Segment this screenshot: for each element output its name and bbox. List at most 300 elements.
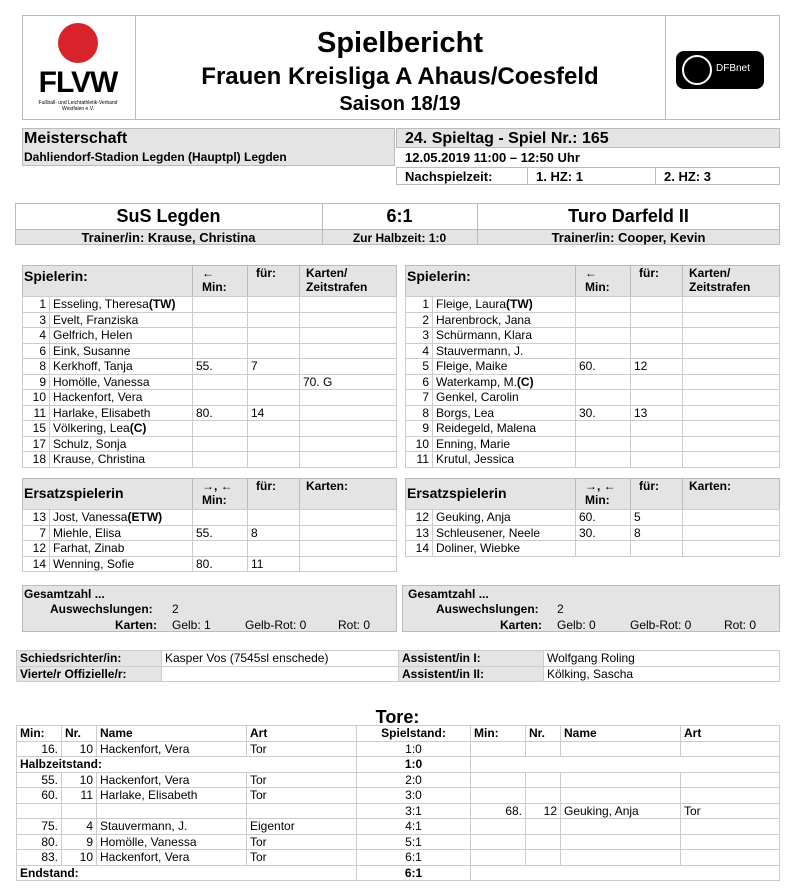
sub-minute: 60. [576, 510, 631, 526]
halftime-score: Zur Halbzeit: 1:0 [352, 231, 447, 245]
competition: Meisterschaft [24, 130, 128, 147]
player-name-text: Fleige, Laura [436, 297, 507, 312]
cards-header: Karten: [689, 479, 732, 493]
sub-minute [193, 343, 248, 359]
goal-score: 1:0 [357, 741, 471, 757]
goal-type: Tor [247, 834, 357, 850]
player-row [23, 374, 397, 390]
sub-for [631, 312, 683, 328]
goal-minute: 75. [17, 819, 62, 835]
divider [247, 265, 248, 297]
player-name [433, 374, 576, 390]
sub-for [248, 374, 300, 390]
home-team: SuS Legden [116, 206, 221, 226]
penalties-header: Zeitstrafen [689, 280, 751, 294]
card [683, 328, 780, 344]
player-row [406, 405, 780, 421]
cards-header: Karten: [306, 479, 349, 493]
sub-for: 12 [631, 359, 683, 375]
player-name [50, 541, 193, 557]
goal-art-header: Art [247, 726, 357, 742]
goal-name-header: Name [561, 726, 681, 742]
player-name [50, 525, 193, 541]
home-yellow: Gelb: 1 [172, 618, 211, 632]
home-red: Rot: 0 [338, 618, 371, 632]
score-value: 1:0 [357, 757, 471, 773]
player-name-text: Schürmann, Klara [436, 328, 533, 343]
player-number: 14 [23, 556, 50, 572]
player-number: 4 [406, 343, 433, 359]
card [300, 541, 397, 557]
cards-header: Karten/ [306, 266, 348, 280]
player-name-text: Krause, Christina [53, 452, 146, 467]
player-role: (TW) [148, 297, 176, 312]
player-number: 10 [406, 436, 433, 452]
home-coach: Trainer/in: Krause, Christina [81, 230, 256, 245]
card [683, 390, 780, 406]
min-header: Min: [202, 280, 227, 294]
goal-score: 5:1 [357, 834, 471, 850]
card [300, 312, 397, 328]
score-header: Spielstand: [357, 726, 471, 742]
player-number: 1 [23, 297, 50, 313]
player-name-text: Schleusener, Neele [436, 525, 541, 540]
score-value: 6:1 [357, 865, 471, 881]
card [300, 390, 397, 406]
away-red: Rot: 0 [724, 618, 757, 632]
divider [630, 478, 631, 510]
player-row [406, 359, 780, 375]
sub-minute [193, 374, 248, 390]
player-name [50, 421, 193, 437]
player-row [406, 525, 780, 541]
fourth-official-label: Vierte/r Offizielle/r: [17, 666, 162, 682]
player-row [23, 556, 397, 572]
player-name-text: Reidegeld, Malena [436, 421, 537, 436]
card: 70. G [300, 374, 397, 390]
player-name [433, 510, 576, 526]
away-coach: Trainer/in: Cooper, Kevin [551, 230, 706, 245]
player-name [433, 312, 576, 328]
player-row [406, 343, 780, 359]
card [300, 510, 397, 526]
player-name-text: Krutul, Jessica [436, 452, 515, 467]
player-number: 14 [406, 541, 433, 557]
arrows-icon: →, ← [585, 479, 616, 493]
player-row [23, 525, 397, 541]
player-number: 3 [23, 312, 50, 328]
player-table [405, 509, 780, 557]
player-number: 13 [406, 525, 433, 541]
goal-minute: 55. [17, 772, 62, 788]
goal-nr-header: Nr. [526, 726, 561, 742]
sub-for [248, 452, 300, 468]
player-number: 17 [23, 436, 50, 452]
score-label: Halbzeitstand: [17, 757, 357, 773]
sub-for: 13 [631, 405, 683, 421]
dfbnet-logo [676, 51, 764, 89]
sub-minute: 80. [193, 405, 248, 421]
card [683, 525, 780, 541]
player-name-text: Harenbrock, Jana [436, 312, 531, 327]
goal-type: Tor [247, 772, 357, 788]
goals-title: Tore: [375, 707, 420, 727]
player-row [23, 421, 397, 437]
sub-minute [576, 343, 631, 359]
sub-for [248, 328, 300, 344]
player-row [23, 452, 397, 468]
player-name-text: Völkering, Lea [53, 421, 130, 436]
dfb-emblem-icon [682, 55, 712, 85]
sub-minute [193, 510, 248, 526]
goal-row [17, 819, 780, 835]
sub-for [248, 510, 300, 526]
player-row [23, 541, 397, 557]
player-name-text: Stauvermann, J. [436, 343, 524, 358]
sub-for [248, 541, 300, 557]
player-row [406, 436, 780, 452]
goal-row [17, 741, 780, 757]
player-table [405, 296, 780, 468]
player-number: 11 [23, 405, 50, 421]
goal-minute: 60. [17, 788, 62, 804]
player-name-text: Harlake, Elisabeth [53, 405, 151, 420]
card [300, 343, 397, 359]
player-row [23, 510, 397, 526]
divider [192, 478, 193, 510]
goal-row [17, 772, 780, 788]
card [683, 405, 780, 421]
goal-name-header: Name [97, 726, 247, 742]
sub-minute [576, 452, 631, 468]
sub-for [248, 312, 300, 328]
player-number: 6 [406, 374, 433, 390]
logo-subtext: Fußball- und Leichtathletik-Verband Westfalen e.V. [38, 100, 118, 112]
player-name [433, 405, 576, 421]
player-row [406, 312, 780, 328]
goal-score: 3:1 [357, 803, 471, 819]
goal-scorer: Harlake, Elisabeth [97, 788, 247, 804]
sub-for: 8 [248, 525, 300, 541]
player-name [50, 390, 193, 406]
away-cards-label: Karten: [500, 618, 543, 632]
goal-score: 6:1 [357, 850, 471, 866]
arrow-icon: ← [202, 266, 214, 280]
goal-type: Eigentor [247, 819, 357, 835]
card [683, 359, 780, 375]
player-role: (TW) [506, 297, 533, 312]
player-number: 8 [406, 405, 433, 421]
player-row [406, 390, 780, 406]
sub-minute [576, 541, 631, 557]
card [683, 436, 780, 452]
goal-row [17, 850, 780, 866]
player-name-text: Wenning, Sofie [53, 556, 135, 571]
sub-for: 7 [248, 359, 300, 375]
flvw-logo [28, 20, 128, 116]
player-name [50, 452, 193, 468]
player-number: 13 [23, 510, 50, 526]
player-row [23, 312, 397, 328]
second-half-extra: 2. HZ: 3 [664, 169, 711, 184]
final-score: 6:1 [386, 206, 413, 226]
final-row [17, 865, 780, 881]
fourth-official-name [162, 666, 399, 682]
assistant2-name: Kölking, Sascha [544, 666, 780, 682]
player-name [50, 359, 193, 375]
player-name [50, 312, 193, 328]
player-row [406, 374, 780, 390]
sub-for [631, 436, 683, 452]
away-yellow-red: Gelb-Rot: 0 [630, 618, 692, 632]
player-row [406, 421, 780, 437]
referee-name: Kasper Vos (7545sl enschede) [162, 651, 399, 667]
player-row [23, 328, 397, 344]
player-name [50, 297, 193, 313]
card [683, 374, 780, 390]
player-name [433, 452, 576, 468]
home-subs-title: Ersatzspielerin [24, 485, 124, 501]
sub-minute: 30. [576, 405, 631, 421]
player-number: 10 [23, 390, 50, 406]
divider [682, 265, 683, 297]
player-name [50, 510, 193, 526]
player-number: 12 [406, 510, 433, 526]
sub-for [631, 390, 683, 406]
goal-number: 11 [62, 788, 97, 804]
sub-minute [193, 436, 248, 452]
player-number: 8 [23, 359, 50, 375]
sub-minute [576, 312, 631, 328]
player-name-text: Miehle, Elisa [53, 525, 122, 540]
sub-for [248, 343, 300, 359]
player-row [23, 436, 397, 452]
home-subs-count: 2 [172, 602, 179, 616]
player-name-text: Hackenfort, Vera [53, 390, 143, 405]
referee-label: Schiedsrichter/in: [17, 651, 162, 667]
away-subs-label: Auswechslungen: [436, 602, 539, 616]
page-title: Spielbericht [317, 27, 483, 59]
player-number: 7 [23, 525, 50, 541]
player-name-text: Homölle, Vanessa [53, 374, 150, 389]
player-name [433, 297, 576, 313]
sub-for [631, 421, 683, 437]
sub-for [631, 541, 683, 557]
player-name-text: Schulz, Sonja [53, 436, 127, 451]
card [300, 525, 397, 541]
sub-for [248, 390, 300, 406]
for-header: für: [256, 266, 276, 280]
card [300, 405, 397, 421]
card [683, 343, 780, 359]
player-row [406, 328, 780, 344]
player-name [50, 328, 193, 344]
sub-minute [576, 436, 631, 452]
home-subs-label: Auswechslungen: [50, 602, 153, 616]
sub-minute [576, 297, 631, 313]
home-yellow-red: Gelb-Rot: 0 [245, 618, 307, 632]
player-name [433, 343, 576, 359]
player-row [23, 359, 397, 375]
goal-minute: 68. [471, 803, 526, 819]
divider [527, 167, 528, 185]
player-row [406, 510, 780, 526]
player-name [433, 359, 576, 375]
card [300, 328, 397, 344]
sub-minute [576, 328, 631, 344]
goal-number: 10 [62, 850, 97, 866]
player-name-text: Doliner, Wiebke [436, 541, 521, 556]
player-number: 11 [406, 452, 433, 468]
away-yellow: Gelb: 0 [557, 618, 596, 632]
divider [682, 478, 683, 510]
player-name [433, 436, 576, 452]
home-totals-label: Gesamtzahl ... [24, 587, 105, 601]
player-row [23, 405, 397, 421]
player-name-text: Waterkamp, M. [436, 374, 517, 389]
away-subs-title: Ersatzspielerin [407, 485, 507, 501]
goal-score: 3:0 [357, 788, 471, 804]
sub-for: 8 [631, 525, 683, 541]
player-number: 18 [23, 452, 50, 468]
player-row [406, 452, 780, 468]
assistant1-label: Assistent/in I: [399, 651, 544, 667]
sub-minute [576, 421, 631, 437]
player-name-text: Gelfrich, Helen [53, 328, 133, 343]
player-name-text: Genkel, Carolin [436, 390, 519, 405]
sub-minute [193, 312, 248, 328]
player-row [23, 390, 397, 406]
player-number: 3 [406, 328, 433, 344]
goal-number: 12 [526, 803, 561, 819]
sub-for [248, 421, 300, 437]
goal-number: 10 [62, 772, 97, 788]
goal-row [17, 788, 780, 804]
for-header: für: [256, 479, 276, 493]
goal-min-header: Min: [17, 726, 62, 742]
sub-minute: 55. [193, 359, 248, 375]
sub-for [631, 374, 683, 390]
player-name [433, 541, 576, 557]
sub-for [631, 452, 683, 468]
goal-scorer: Geuking, Anja [561, 803, 681, 819]
min-header: Min: [585, 493, 610, 507]
home-lineup-title: Spielerin: [24, 268, 88, 284]
player-name-text: Eink, Susanne [53, 343, 131, 358]
goal-art-header: Art [681, 726, 780, 742]
for-header: für: [639, 479, 659, 493]
sub-minute: 80. [193, 556, 248, 572]
goal-row [17, 834, 780, 850]
card [683, 421, 780, 437]
goal-type: Tor [681, 803, 780, 819]
player-name-text: Jost, Vanessa [53, 510, 128, 525]
goal-min-header: Min: [471, 726, 526, 742]
player-name [433, 525, 576, 541]
goal-scorer: Hackenfort, Vera [97, 772, 247, 788]
card [683, 312, 780, 328]
sub-for: 5 [631, 510, 683, 526]
player-name [50, 556, 193, 572]
min-header: Min: [585, 280, 610, 294]
penalties-header: Zeitstrafen [306, 280, 368, 294]
card [300, 452, 397, 468]
sub-minute [193, 452, 248, 468]
sub-minute: 60. [576, 359, 631, 375]
divider [247, 478, 248, 510]
goal-nr-header: Nr. [62, 726, 97, 742]
player-row [23, 297, 397, 313]
goals-table [16, 725, 780, 881]
card [300, 436, 397, 452]
player-number: 4 [23, 328, 50, 344]
dfbnet-text: DFBnet [716, 63, 750, 74]
goal-number: 9 [62, 834, 97, 850]
player-name [50, 343, 193, 359]
card [683, 541, 780, 557]
goal-type: Tor [247, 741, 357, 757]
player-number: 5 [406, 359, 433, 375]
sub-for: 14 [248, 405, 300, 421]
player-number: 12 [23, 541, 50, 557]
away-totals-label: Gesamtzahl ... [408, 587, 489, 601]
player-role: (ETW) [127, 510, 163, 525]
card [300, 359, 397, 375]
goal-type: Tor [247, 850, 357, 866]
player-row [406, 297, 780, 313]
player-number: 15 [23, 421, 50, 437]
player-row [23, 343, 397, 359]
player-number: 9 [406, 421, 433, 437]
assistant1-name: Wolfgang Roling [544, 651, 780, 667]
divider [665, 15, 666, 120]
sub-for [248, 297, 300, 313]
player-number: 6 [23, 343, 50, 359]
goal-scorer: Hackenfort, Vera [97, 741, 247, 757]
away-team: Turo Darfeld II [568, 206, 689, 226]
league-title: Frauen Kreisliga A Ahaus/Coesfeld [201, 63, 599, 90]
card [300, 421, 397, 437]
card [683, 297, 780, 313]
season-title: Saison 18/19 [339, 93, 461, 115]
sub-minute [193, 390, 248, 406]
logo-text: FLVW [38, 66, 118, 99]
card [300, 556, 397, 572]
sub-for [631, 343, 683, 359]
sub-minute [193, 541, 248, 557]
arrow-icon: ← [585, 266, 597, 280]
home-cards-label: Karten: [115, 618, 158, 632]
player-name [50, 436, 193, 452]
player-table [22, 296, 397, 468]
player-name-text: Farhat, Zinab [53, 541, 125, 556]
matchday: 24. Spieltag - Spiel Nr.: 165 [405, 130, 609, 147]
card [683, 452, 780, 468]
sub-minute [193, 421, 248, 437]
cards-header: Karten/ [689, 266, 731, 280]
first-half-extra: 1. HZ: 1 [536, 169, 583, 184]
extra-time-label: Nachspielzeit: [405, 169, 493, 184]
player-name [433, 390, 576, 406]
divider [192, 265, 193, 297]
player-number: 9 [23, 374, 50, 390]
score-label: Endstand: [17, 865, 357, 881]
player-number: 7 [406, 390, 433, 406]
sub-minute: 30. [576, 525, 631, 541]
goal-scorer: Homölle, Vanessa [97, 834, 247, 850]
min-header: Min: [202, 493, 227, 507]
divider [575, 478, 576, 510]
